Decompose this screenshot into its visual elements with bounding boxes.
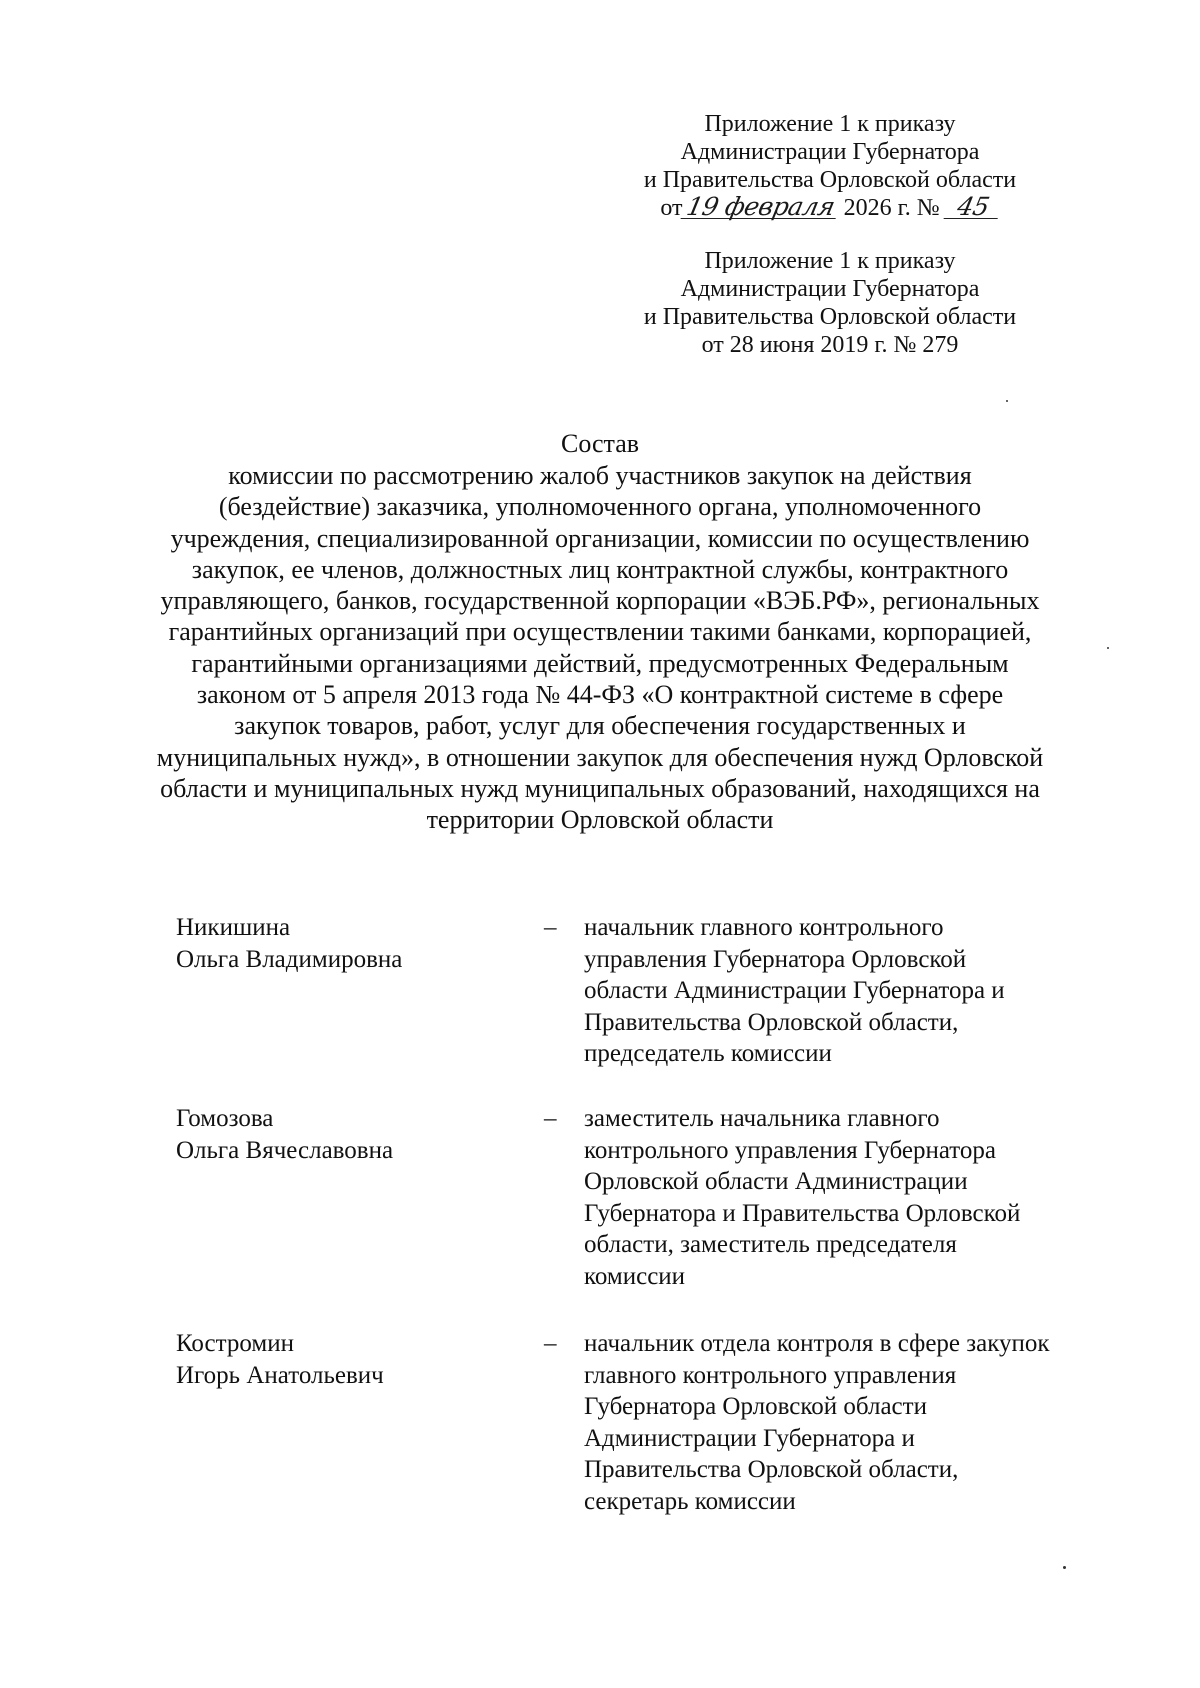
role-line: председатель комиссии bbox=[584, 1040, 832, 1067]
member-given-names: Игорь Анатольевич bbox=[176, 1361, 384, 1389]
heading-line: области и муниципальных нужд муниципальных образований, находящихся на bbox=[160, 773, 1040, 803]
role-line: Орловской области Администрации bbox=[584, 1168, 968, 1195]
member-surname: Гомозова bbox=[176, 1105, 274, 1132]
role-line: начальник отдела контроля в сфере закупок bbox=[584, 1330, 1050, 1357]
appendix-line: и Правительства Орловской области bbox=[643, 304, 1017, 330]
member-surname: Никишина bbox=[176, 914, 291, 941]
member-name bbox=[176, 912, 506, 975]
handwritten-number: 45 bbox=[943, 196, 1002, 219]
appendix-line: Администрации Губернатора bbox=[680, 139, 980, 165]
member-name bbox=[176, 1328, 506, 1391]
appendix-line: Приложение 1 к приказу bbox=[704, 111, 956, 137]
heading-line: закупок, ее членов, должностных лиц контрактной службы, контрактного bbox=[191, 554, 1009, 584]
heading-line: территории Орловской области bbox=[426, 805, 774, 835]
handwritten-date: 19 февраля bbox=[680, 196, 840, 219]
member-surname: Костромин bbox=[176, 1330, 294, 1357]
member-dash: – bbox=[544, 1105, 557, 1132]
member-name bbox=[176, 1103, 506, 1166]
member-given-names: Ольга Владимировна bbox=[176, 945, 403, 973]
appendix-header-previous bbox=[600, 247, 1060, 359]
role-line: области Администрации Губернатора и bbox=[584, 977, 1005, 1004]
role-line: секретарь комиссии bbox=[584, 1487, 796, 1515]
document-heading bbox=[150, 428, 1050, 836]
member-role bbox=[584, 912, 1124, 1070]
heading-line: муниципальных нужд», в отношении закупок для обеспечения нужд Орловской bbox=[156, 742, 1044, 772]
role-line: Правительства Орловской области, bbox=[584, 1008, 959, 1036]
member-dash: – bbox=[544, 914, 557, 941]
heading-subtitle bbox=[150, 460, 1050, 836]
role-line: главного контрольного управления bbox=[584, 1361, 957, 1389]
role-line: Губернатора Орловской области bbox=[584, 1393, 927, 1420]
scan-speck bbox=[1063, 1566, 1066, 1569]
heading-line: учреждения, специализированной организации, комиссии по осуществлению bbox=[170, 523, 1030, 553]
heading-title: Состав bbox=[560, 429, 640, 458]
appendix-date-line bbox=[600, 194, 1060, 222]
appendix-header-current bbox=[600, 110, 1060, 222]
role-line: управления Губернатора Орловской bbox=[584, 945, 967, 973]
scan-speck bbox=[1006, 400, 1008, 402]
role-line: Администрации Губернатора и bbox=[584, 1424, 915, 1452]
appendix-line: Приложение 1 к приказу bbox=[704, 248, 956, 274]
heading-line: законом от 5 апреля 2013 года № 44-ФЗ «О контрактной системе в сфере bbox=[196, 680, 1004, 710]
heading-line: гарантийных организаций при осуществлении такими банками, корпорацией, bbox=[168, 617, 1032, 647]
heading-line: (бездействие) заказчика, уполномоченного органа, уполномоченного bbox=[218, 492, 982, 522]
member-role bbox=[584, 1103, 1124, 1292]
heading-line: гарантийными организациями действий, предусмотренных Федеральным bbox=[191, 648, 1009, 678]
year-text: 2026 г. № bbox=[843, 195, 940, 221]
role-line: контрольного управления Губернатора bbox=[584, 1136, 996, 1164]
role-line: Правительства Орловской области, bbox=[584, 1456, 959, 1483]
member-role bbox=[584, 1328, 1124, 1517]
role-line: комиссии bbox=[584, 1262, 686, 1290]
heading-line: управляющего, банков, государственной корпорации «ВЭБ.РФ», региональных bbox=[160, 586, 1040, 616]
appendix-line: от 28 июня 2019 г. № 279 bbox=[701, 332, 959, 358]
heading-line: закупок товаров, работ, услуг для обеспечения государственных и bbox=[234, 711, 966, 741]
heading-line: комиссии по рассмотрению жалоб участников закупок на действия bbox=[228, 461, 972, 490]
scan-speck bbox=[1107, 647, 1109, 649]
member-dash: – bbox=[544, 1330, 557, 1357]
role-line: заместитель начальника главного bbox=[584, 1105, 940, 1132]
appendix-line: Администрации Губернатора bbox=[680, 276, 980, 302]
role-line: области, заместитель председателя bbox=[584, 1231, 957, 1258]
role-line: Губернатора и Правительства Орловской bbox=[584, 1199, 1021, 1227]
date-prefix: от bbox=[660, 195, 683, 221]
role-line: начальник главного контрольного bbox=[584, 914, 944, 941]
appendix-line: и Правительства Орловской области bbox=[643, 167, 1017, 193]
member-given-names: Ольга Вячеславовна bbox=[176, 1136, 394, 1164]
